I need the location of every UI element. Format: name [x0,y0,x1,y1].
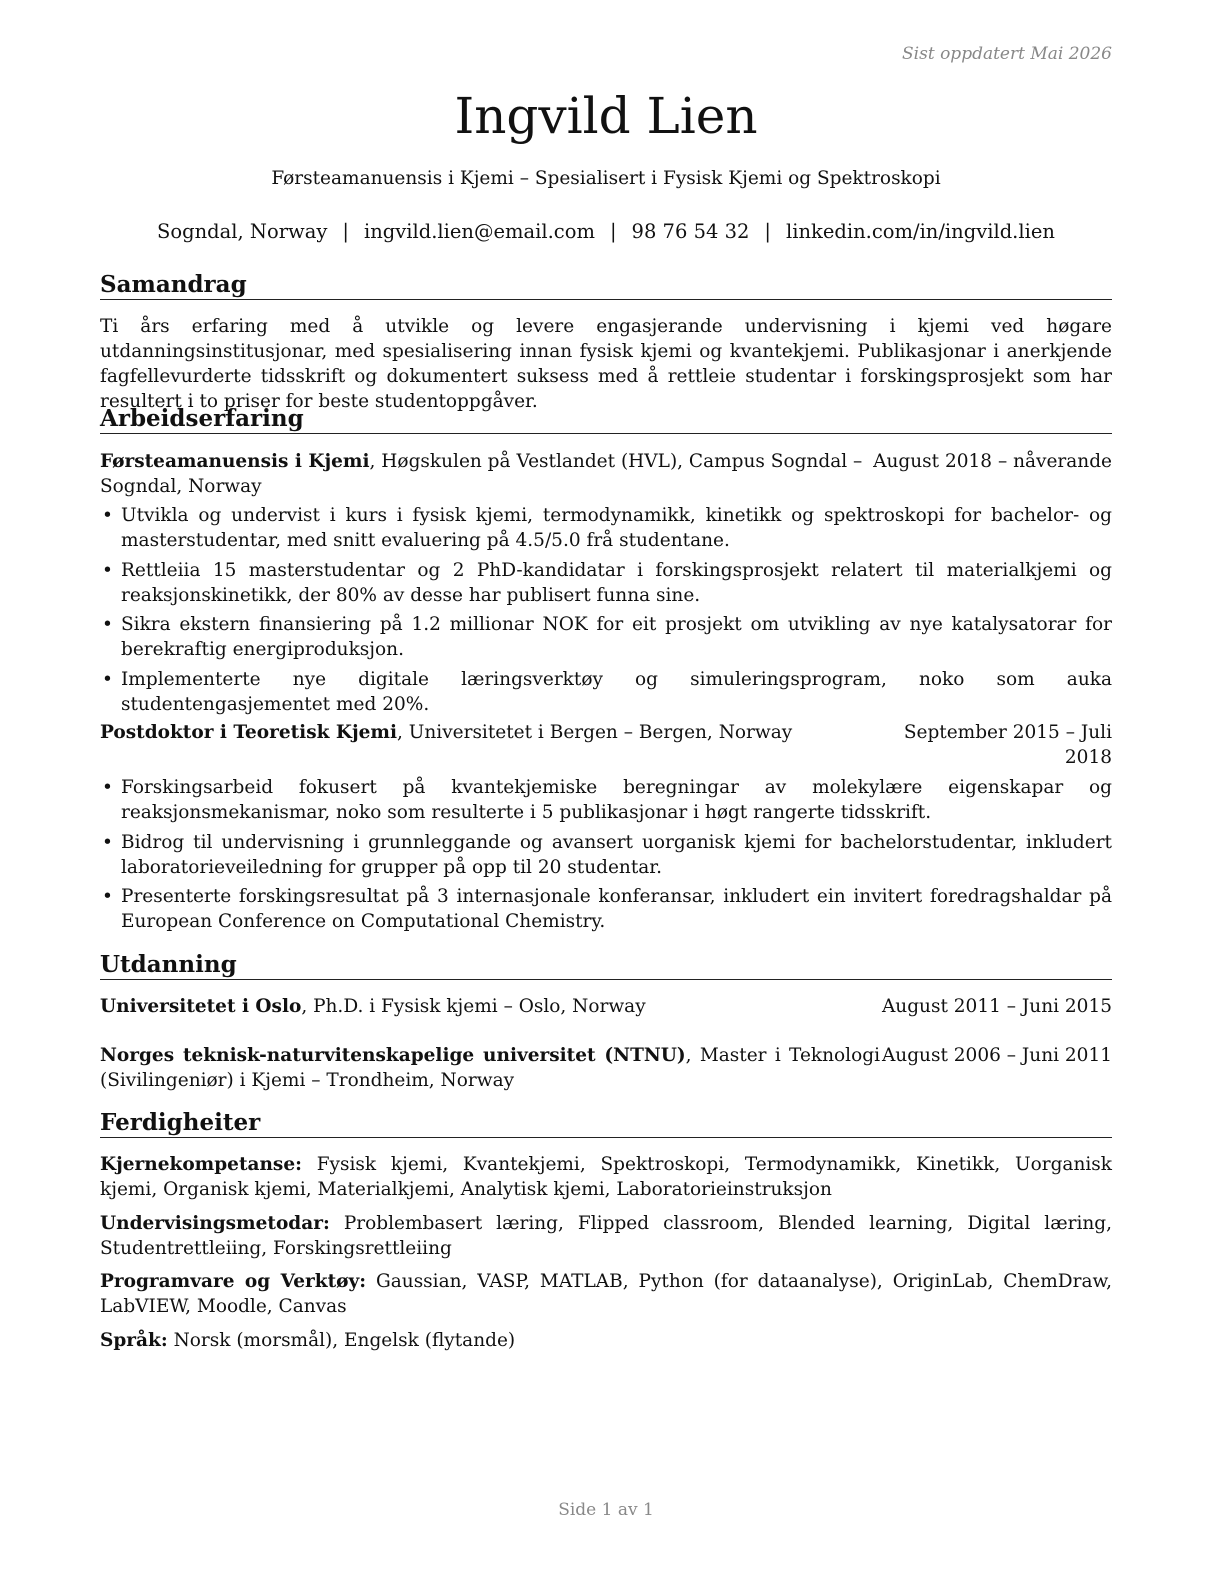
skill-software [100,1269,1112,1319]
job-dates: September 2015 – Juli 2018 [903,722,1112,768]
page-number: Side 1 av 1 [558,1500,654,1520]
education-detail: , Ph.D. i Fysisk kjemi – Oslo, Norway [301,996,646,1017]
list-item: • Bidrog til undervisning i grunnleggande og avansert uorganisk kjemi for bachelorstudentar, inkludert laboratorieveiledning for grupper på opp til 20 studentar. [100,830,1112,880]
skill-label: Programvare og Verktøy: [100,1271,367,1292]
list-item: • Forskingsarbeid fokusert på kvantekjemiske beregningar av molekylære eigenskapar og reaksjonsmekanismar, noko som resulterte i 5 publikasjonar i høgt rangerte tidsskrift. [100,775,1112,825]
person-name: Ingvild Lien [454,87,758,145]
skill-languages [100,1328,1112,1353]
resume-page [100,0,1112,1584]
contact-line [100,218,1112,246]
skill-value: Fysisk kjemi, Kvantekjemi, Spektroskopi, Termodynamikk, Kinetikk, Uorganisk kjemi, Organisk kjemi, Materialkjemi, Analytisk kjemi, Laboratorieinstruksjon [100,1154,1112,1200]
skill-core [100,1152,1112,1202]
list-item: • Presenterte forskingsresultat på 3 internasjonale konferansar, inkludert ein invitert foredragshaldar på European Conference on Computational Chemistry. [100,884,1112,934]
job-subtitle: Førsteamanuensis i Kjemi – Spesialisert i Fysisk Kjemi og Spektroskopi [271,168,941,189]
skill-label: Undervisingsmetodar: [100,1213,330,1234]
skill-value: Norsk (morsmål), Engelsk (flytande) [167,1330,516,1351]
list-item: • Implementerte nye digitale læringsverktøy og simuleringsprogram, noko som auka studentengasjementet med 20%. [100,667,1112,717]
job-role: Postdoktor i Teoretisk Kjemi [100,722,398,743]
skill-teaching [100,1211,1112,1261]
education-entry [100,1043,1112,1093]
skill-label: Kjernekompetanse: [100,1154,302,1175]
section-title-experience: Arbeidserfaring [100,405,1112,434]
job-bullets [100,775,1112,939]
education-title-line [100,1043,880,1093]
job-bullets [100,503,1112,721]
section-title-summary: Samandrag [100,271,1112,300]
job-header [100,720,1112,770]
summary-text: Ti års erfaring med å utvikle og levere engasjerande undervisning i kjemi ved høgare utdanningsinstitusjonar, med spesialisering innan fysisk kjemi og kvantekjemi. Publikasjonar i anerkjende fagfellevurderte tidsskrift og dokumentert suksess med å rettleie studentar i forskingsprosjekt som har resultert i to priser for beste studentoppgåver. [100,316,1112,412]
education-dates: August 2006 – Juni 2011 [881,1045,1112,1066]
list-item: • Utvikla og undervist i kurs i fysisk kjemi, termodynamikk, kinetikk og spektroskopi for bachelor- og masterstudentar, med snitt evaluering på 4.5/5.0 frå studentane. [100,503,1112,553]
section-title-skills: Ferdigheiter [100,1109,1112,1138]
education-title-line [100,994,646,1019]
contact-separator: | [764,220,771,243]
contact-email[interactable]: ingvild.lien@email.com [363,220,595,243]
education-school: Norges teknisk-naturvitenskapelige universitet (NTNU) [100,1045,686,1066]
education-entry [100,994,1112,1019]
job-role: Førsteamanuensis i Kjemi [100,451,370,472]
contact-phone: 98 76 54 32 [631,220,750,243]
contact-separator: | [609,220,617,243]
education-detail: , Master i Teknologi (Sivilingeniør) i Kjemi – Trondheim, Norway [100,1045,880,1091]
job-place: , Høgskulen på Vestlandet (HVL), Campus Sogndal – Sogndal, Norway [100,451,863,497]
skill-value: Gaussian, VASP, MATLAB, Python (for dataanalyse), OriginLab, ChemDraw, LabVIEW, Moodle, Canvas [100,1271,1112,1317]
contact-linkedin[interactable]: linkedin.com/in/ingvild.lien [785,220,1055,243]
job-title-line [100,720,792,745]
skill-value: Problembasert læring, Flipped classroom, Blended learning, Digital læring, Studentrettleiing, Forskingsrettleiing [100,1213,1112,1259]
section-title-education: Utdanning [100,951,1112,980]
job-place: , Universitetet i Bergen – Bergen, Norway [397,722,793,743]
last-updated: Sist oppdatert Mai 2026 [902,44,1112,64]
list-item: • Rettleiia 15 masterstudentar og 2 PhD-kandidatar i forskingsprosjekt relatert til materialkjemi og reaksjonskinetikk, der 80% av desse har publisert funna sine. [100,558,1112,608]
job-header [100,449,1112,499]
education-school: Universitetet i Oslo [100,996,302,1017]
education-dates: August 2011 – Juni 2015 [881,996,1112,1017]
contact-separator: | [342,220,349,243]
contact-location: Sogndal, Norway [157,220,328,243]
job-title-line [100,449,890,499]
skill-label: Språk: [100,1330,168,1351]
list-item: • Sikra ekstern finansiering på 1.2 millionar NOK for eit prosjekt om utvikling av nye katalysatorar for berekraftig energiproduksjon. [100,612,1112,662]
job-dates: August 2018 – nåverande [873,451,1112,472]
